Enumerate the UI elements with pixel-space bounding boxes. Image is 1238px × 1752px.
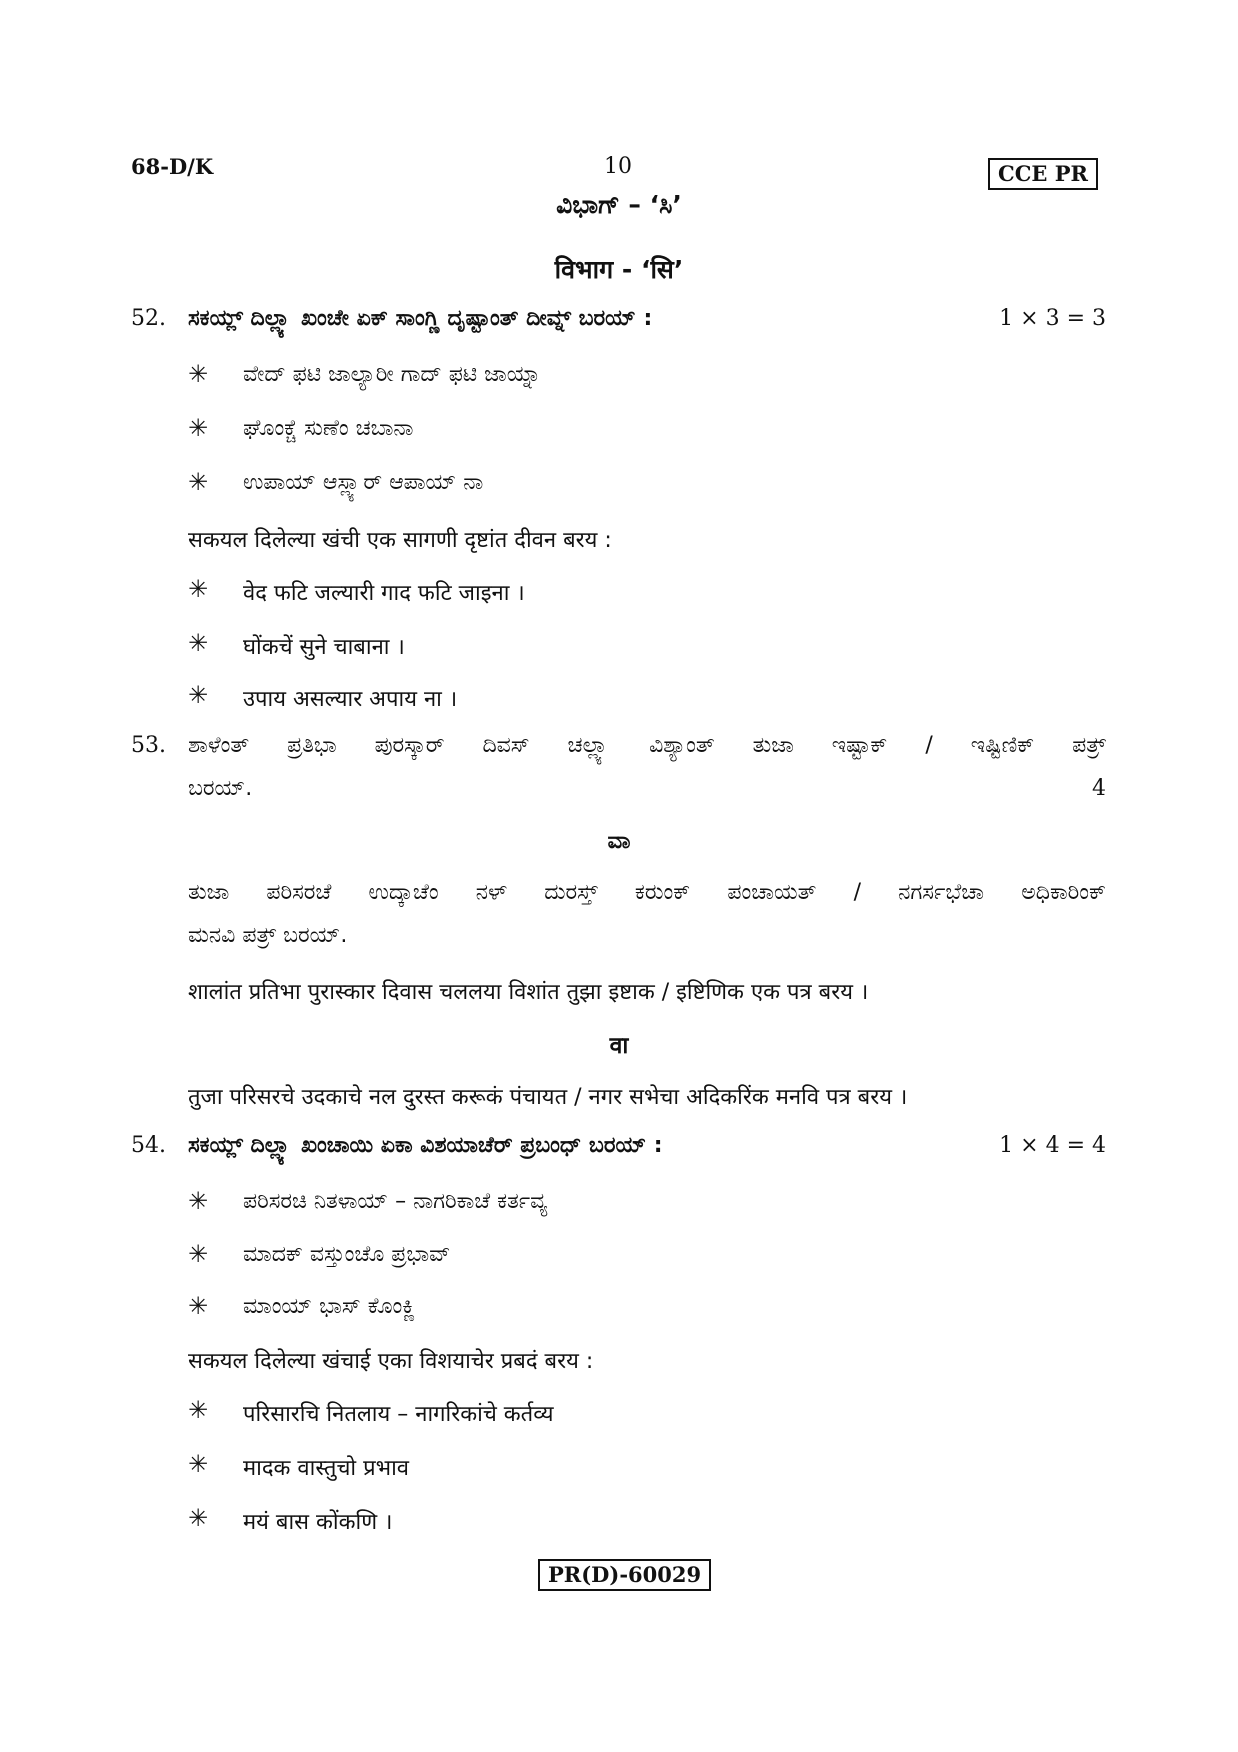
question-53-marks: 4 (1092, 776, 1106, 801)
bullet-icon: ✳ (188, 575, 209, 603)
section-title-konkani: ವಿಭಾಗ್ – ‘ಸಿ’ (556, 190, 682, 219)
bullet-icon: ✳ (188, 1450, 209, 1478)
q54-devanagari-item-3: मयं बास कोंकणि । (243, 1510, 393, 1535)
bullet-icon: ✳ (188, 1292, 209, 1320)
question-54-marks: 1 × 4 = 4 (999, 1133, 1106, 1158)
bullet-icon: ✳ (188, 1396, 209, 1424)
bullet-icon: ✳ (188, 414, 209, 442)
q54-devanagari-item-1: परिसारचि नितलाय – नागरिकांचे कर्तव्य (243, 1402, 554, 1427)
q54-item-3: ಮಾಂಯ್ ಭಾಸ್ ಕೊಂಕ್ಣಿ (243, 1294, 416, 1319)
question-52-number: 52. (131, 306, 166, 331)
bullet-icon: ✳ (188, 468, 209, 496)
or-divider-devanagari: वा (609, 1033, 629, 1059)
cce-badge: CCE PR (988, 158, 1098, 190)
footer-paper-code: PR(D)-60029 (538, 1559, 711, 1591)
q52-item-3: ಉಪಾಯ್ ಆಸ್ಲ್ಯಾರ್ ಆಪಾಯ್ ನಾ (243, 470, 484, 495)
bullet-icon: ✳ (188, 1504, 209, 1532)
question-53-prompt-line-1: ಶಾಳೆಂತ್ ಪ್ರತಿಭಾ ಪುರಸ್ಕಾರ್ ದಿವಸ್ ಚಲ್ಲ್ಯಾ ವಿಶ್ಯಾಂತ್ ತುಜಾ ಇಷ್ಟಾಕ್ / ಇಷ್ಟಿಣಿಕ್ ಪತ್ರ್ (188, 733, 1106, 758)
q52-prompt-devanagari: सकयल दिलेल्या खंची एक सागणी दृष्टांत दीवन बरय : (188, 528, 612, 553)
bullet-icon: ✳ (188, 629, 209, 657)
q54-prompt-devanagari: सकयल दिलेल्या खंचाई एका विशयाचेर प्रबदं बरय : (188, 1349, 594, 1374)
q53-alternative-line-2: ಮನವಿ ಪತ್ರ್ ಬರಯ್. (188, 923, 348, 948)
bullet-icon: ✳ (188, 1187, 209, 1215)
q53-alternative-devanagari: तुजा परिसरचे उदकाचे नल दुरस्त करूकं पंचायत / नगर सभेचा अदिकरिंक मनवि पत्र बरय । (188, 1085, 908, 1110)
q54-devanagari-item-2: मादक वास्तुचो प्रभाव (243, 1456, 410, 1481)
q54-item-1: ಪರಿಸರಚಿ ನಿತಳಾಯ್ – ನಾಗರಿಕಾಚೆ ಕರ್ತವ್ಯ (243, 1189, 548, 1214)
question-54-prompt: ಸಕಯ್ಲ್ ದಿಲ್ಲ್ಯಾ ಖಂಚಾಯಿ ಏಕಾ ವಿಶಯಾಚೆರ್ ಪ್ರಬಂಧ್ ಬರಯ್ : (188, 1133, 663, 1158)
question-54-number: 54. (131, 1133, 166, 1158)
section-title-devanagari: विभाग - ‘सि’ (554, 255, 684, 284)
q53-prompt-devanagari: शालांत प्रतिभा पुरास्कार दिवास चललया विशांत तुझा इष्टाक / इष्टिणिक एक पत्र बरय । (188, 980, 869, 1005)
bullet-icon: ✳ (188, 360, 209, 388)
question-53-number: 53. (131, 733, 166, 758)
bullet-icon: ✳ (188, 1240, 209, 1268)
q52-devanagari-item-1: वेद फटि जल्यारी गाद फटि जाइना । (243, 581, 525, 606)
question-52-marks: 1 × 3 = 3 (999, 306, 1106, 331)
bullet-icon: ✳ (188, 681, 209, 709)
q52-item-1: ವೇದ್ ಫಟಿ ಜಾಲ್ಯಾರೀ ಗಾದ್ ಫಟಿ ಜಾಯ್ನಾ (243, 362, 541, 387)
q54-item-2: ಮಾದಕ್ ವಸ್ತುಂಚೊ ಪ್ರಭಾವ್ (243, 1242, 451, 1267)
paper-code: 68-D/K (131, 154, 214, 179)
question-53-prompt-line-2: ಬರಯ್. (188, 776, 253, 801)
question-52-prompt: ಸಕಯ್ಲ್ ದಿಲ್ಲ್ಯಾ ಖಂಚೇ ಏಕ್ ಸಾಂಗ್ಣಿ ದೃಷ್ಟಾಂತ್ ದೀವ್ನ್ ಬರಯ್ : (188, 306, 653, 331)
q53-alternative-line-1: ತುಜಾ ಪರಿಸರಚೆ ಉದ್ಕಾಚೆಂ ನಳ್ ದುರಸ್ತ್ ಕರುಂಕ್ ಪಂಚಾಯತ್ / ನಗರ್ಸಭೆಚಾ ಅಧಿಕಾರಿಂಕ್ (188, 880, 1106, 905)
q52-item-2: ಘೊಂಕ್ಚೆ ಸುಣೆಂ ಚಬಾನಾ (243, 416, 414, 441)
or-divider-kannada: ವಾ (607, 828, 631, 854)
page-number: 10 (604, 154, 632, 179)
q52-devanagari-item-2: घोंकचें सुने चाबाना । (243, 635, 405, 660)
q52-devanagari-item-3: उपाय असल्यार अपाय ना । (243, 687, 458, 712)
